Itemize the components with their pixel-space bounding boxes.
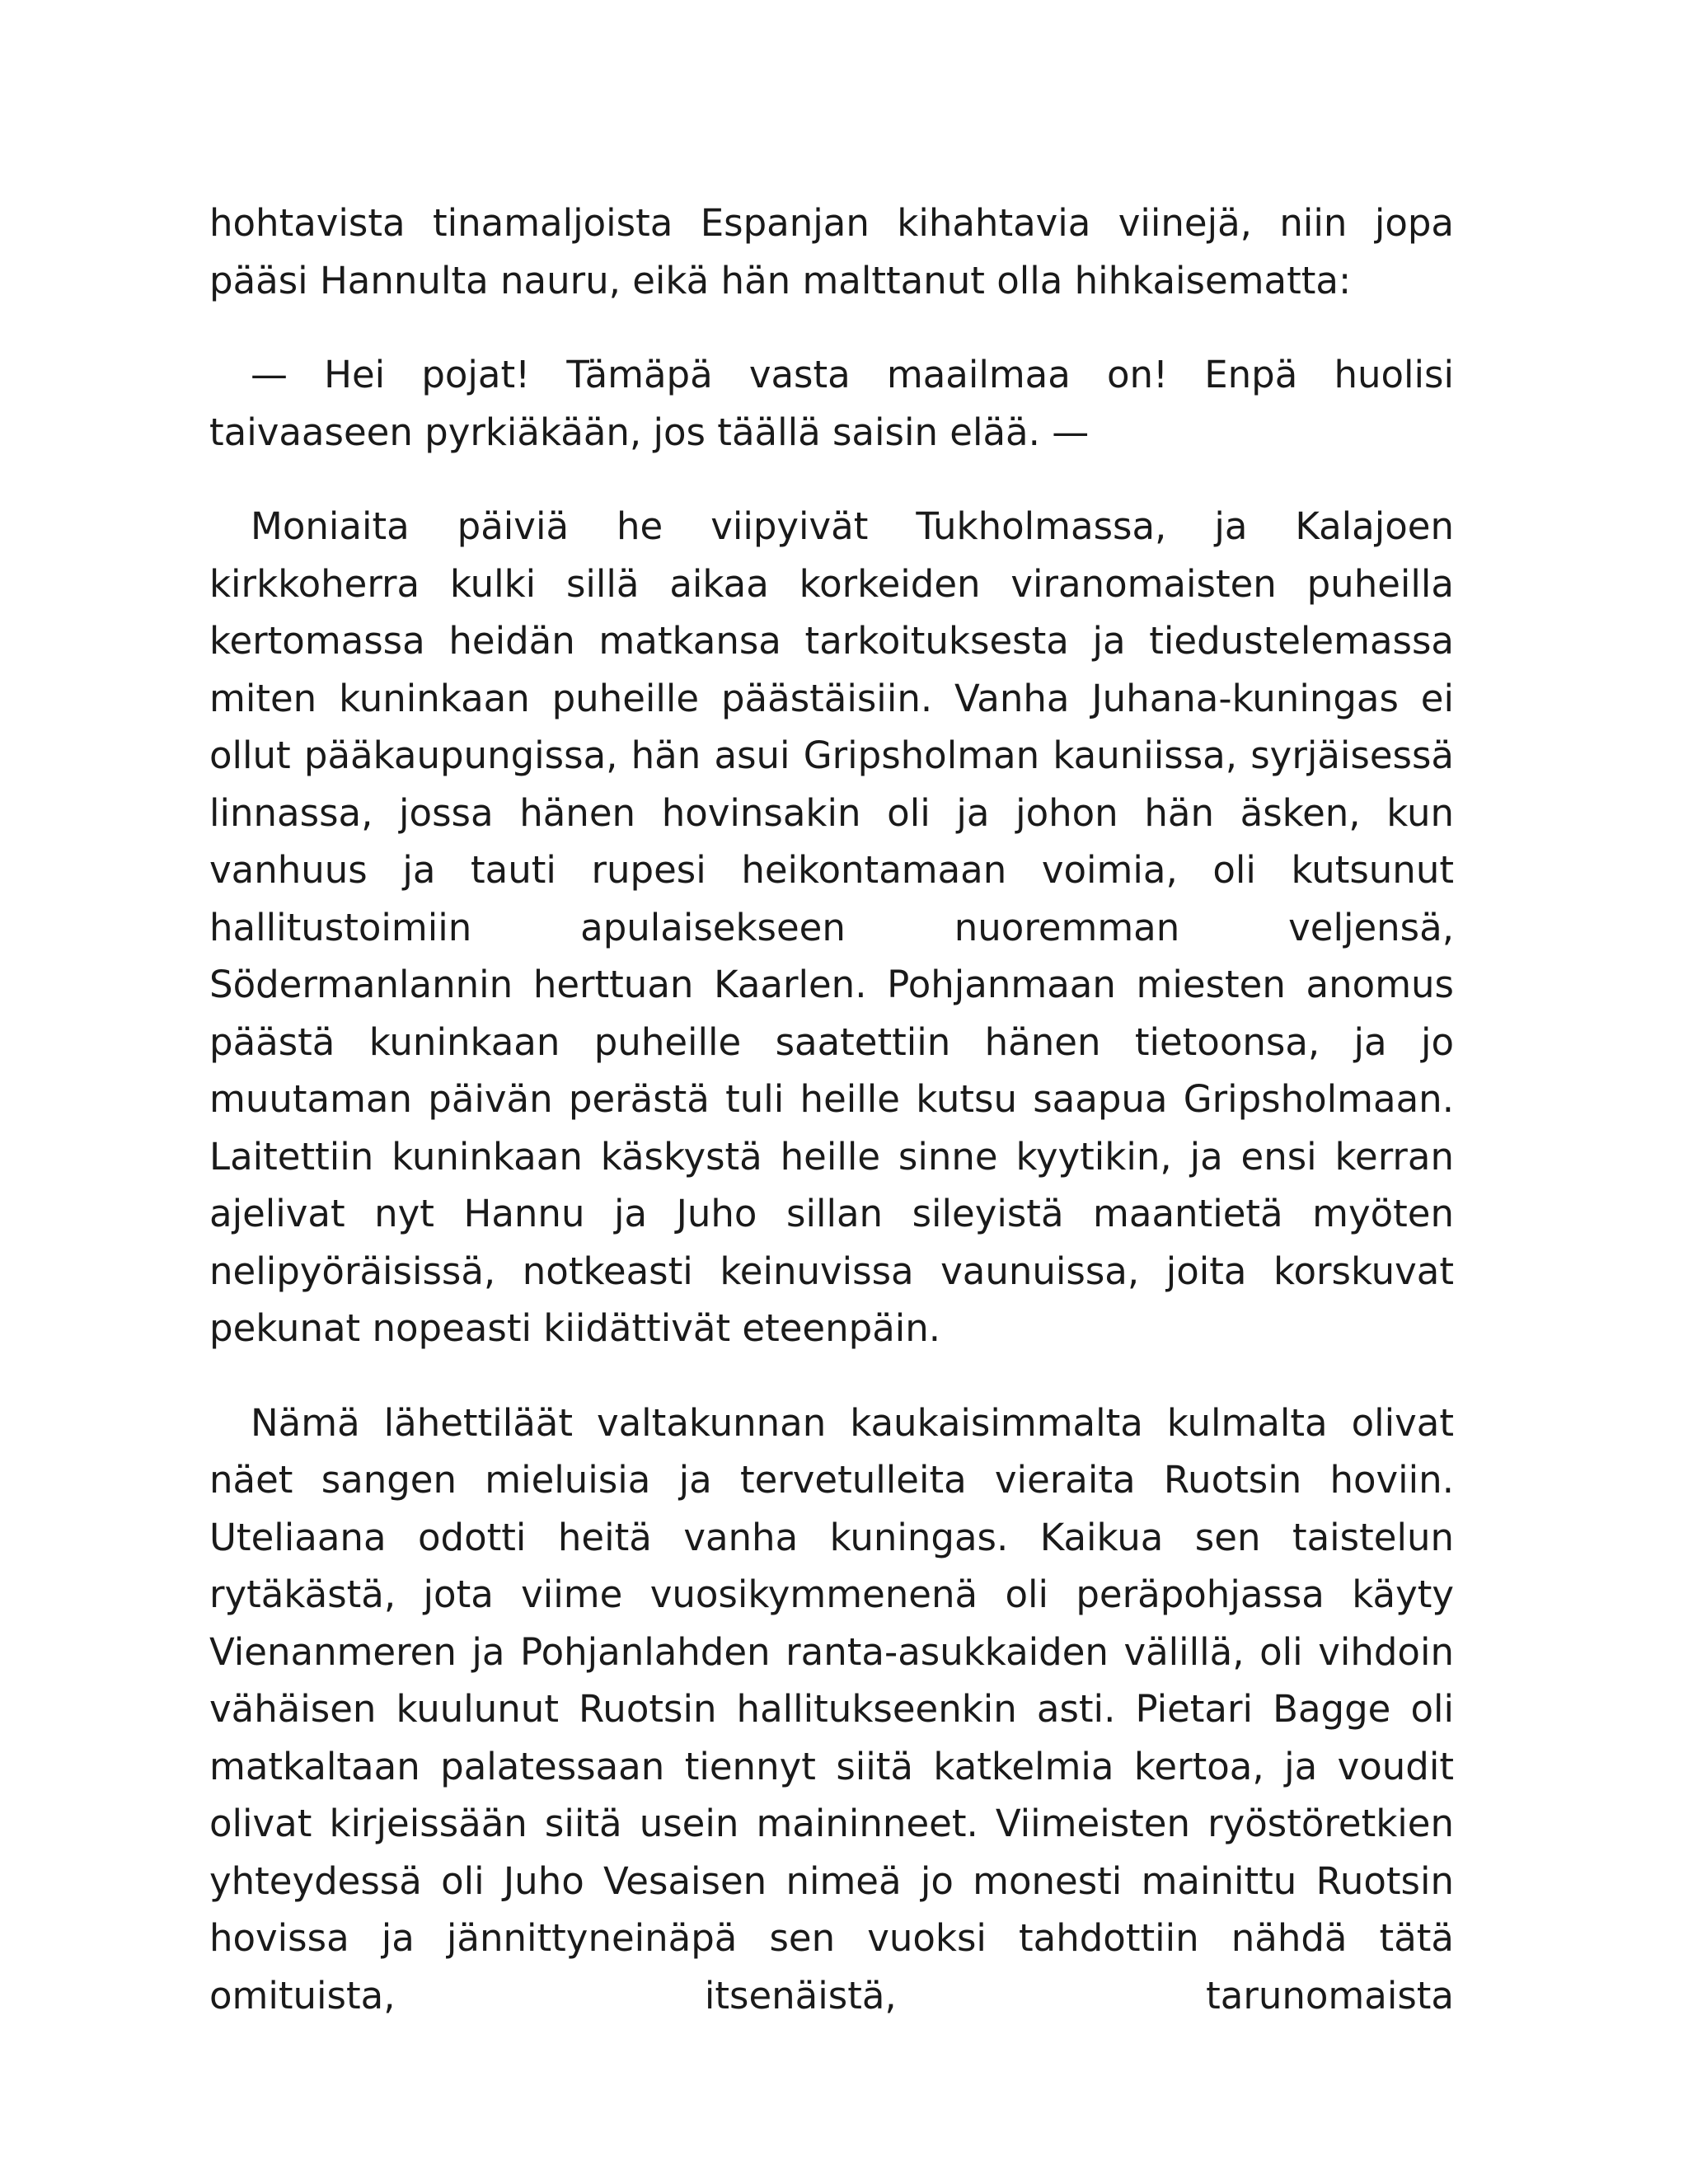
paragraph-2: — Hei pojat! Tämäpä vasta maailmaa on! Enpä huolisi taivaaseen pyrkiäkään, jos täällä saisin elää. — — [209, 353, 1454, 454]
paragraph-1: hohtavista tinamaljoista Espanjan kihahtavia viinejä, niin jopa pääsi Hannulta nauru, eikä hän malttanut olla hihkaisematta: — [209, 201, 1454, 302]
paragraph-4: Nämä lähettiläät valtakunnan kaukaisimmalta kulmalta olivat näet sangen mieluisia ja tervetulleita vieraita Ruotsin hoviin. Uteliaana odotti heitä vanha kuningas. Kaikua sen taistelun rytäkästä, jota viime vuosikymmenenä oli peräpohjassa käyty Vienanmeren ja Pohjanlahden ranta-asukkaiden välillä, oli vihdoin vähäisen kuulunut Ruotsin hallitukseenkin asti. Pietari Bagge oli matkaltaan palatessaan tiennyt siitä katkelmia kertoa, ja voudit olivat kirjeissään siitä usein maininneet. Viimeisten ryöstöretkien yhteydessä oli Juho Vesaisen nimeä jo monesti mainittu Ruotsin hovissa ja jännittyneinäpä sen vuoksi tahdottiin nähdä tätä omituista, itsenäistä, tarunomaista — [209, 1400, 1454, 2018]
paragraph-3: Moniaita päiviä he viipyivät Tukholmassa, ja Kalajoen kirkkoherra kulki sillä aikaa korkeiden viranomaisten puheilla kertomassa heidän matkansa tarkoituksesta ja tiedustelemassa miten kuninkaan puheille päästäisiin. Vanha Juhana-kuningas ei ollut pääkaupungissa, hän asui Gripsholman kauniissa, syrjäisessä linnassa, jossa hänen hovinsakin oli ja johon hän äsken, kun vanhuus ja tauti rupesi heikontamaan voimia, oli kutsunut hallitustoimiin apulaisekseen nuoremman veljensä, Södermanlannin herttuan Kaarlen. Pohjanmaan miesten anomus päästä kuninkaan puheille saatettiin hänen tietoonsa, ja jo muutaman päivän perästä tuli heille kutsu saapua Gripsholmaan. Laitettiin kuninkaan käskystä heille sinne kyytikin, ja ensi kerran ajelivat nyt Hannu ja Juho sillan sileyistä maantietä myöten nelipyöräisissä, notkeasti keinuvissa vaunuissa, joita korskuvat pekunat nopeasti kiidättivät eteenpäin. — [209, 504, 1454, 1350]
document-page — [209, 194, 1454, 2061]
